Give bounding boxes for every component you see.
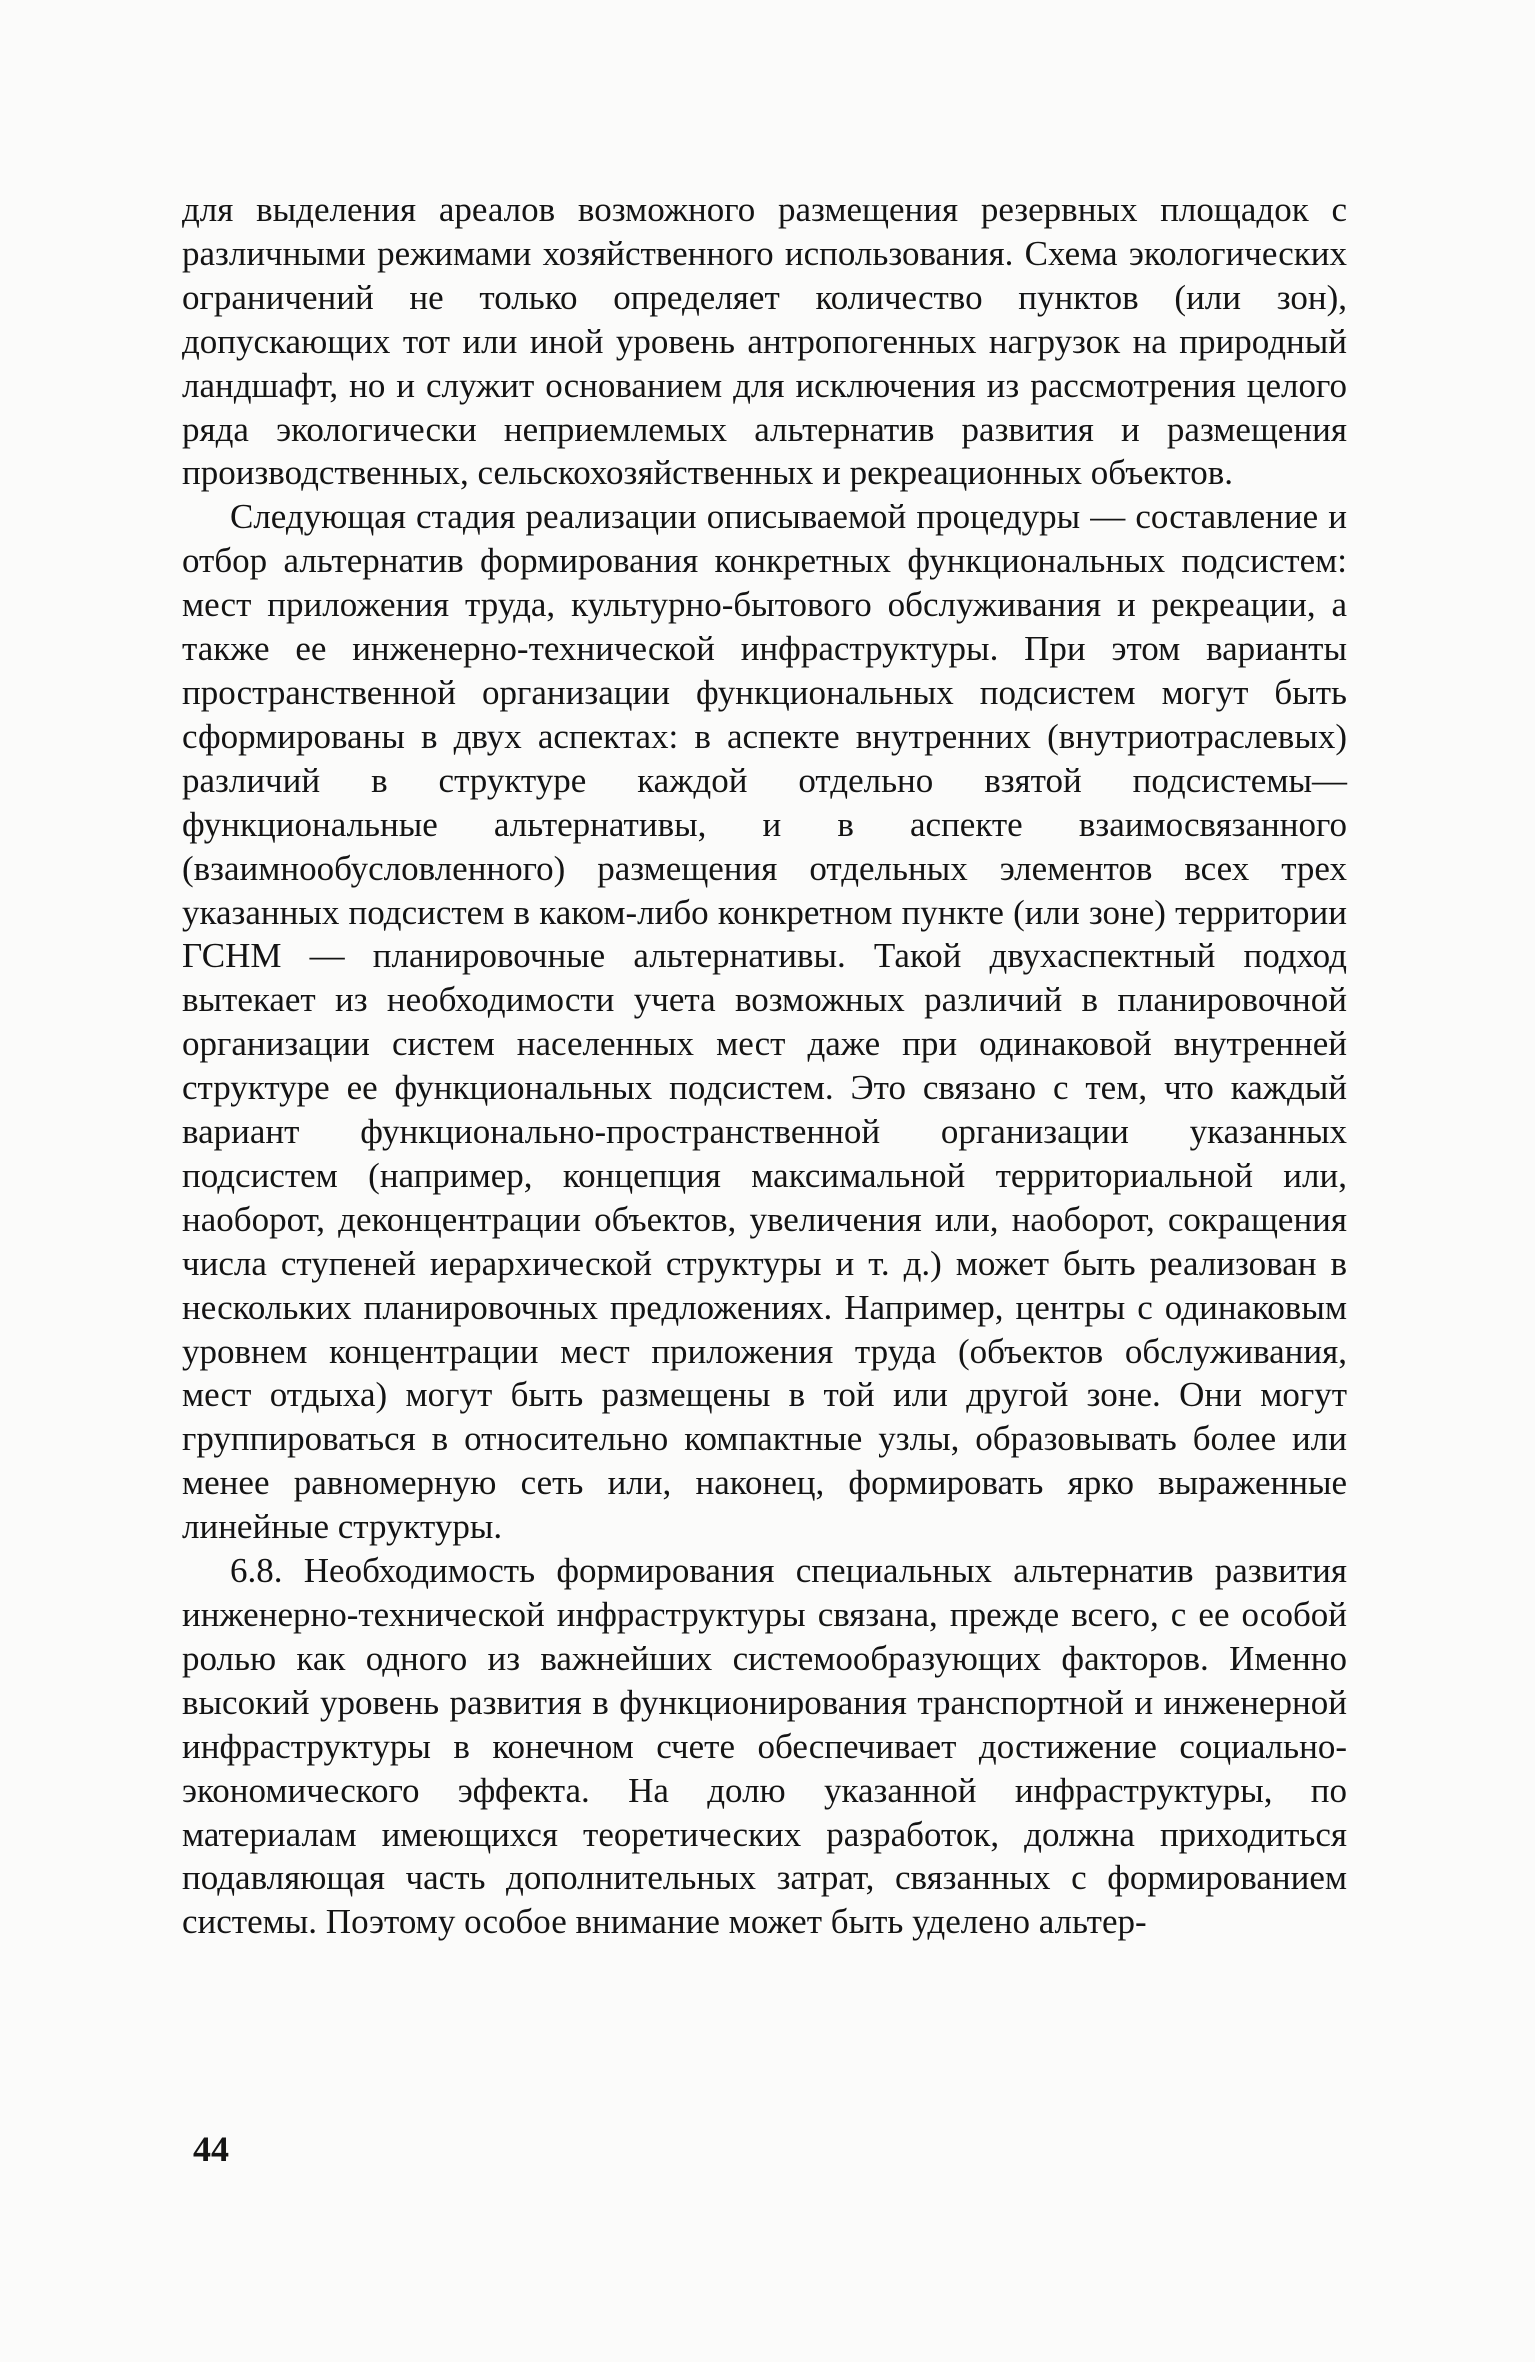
page-number: 44: [193, 2129, 229, 2169]
paragraph-3: 6.8. Необходимость формирования специальных альтернатив развития инженерно-технической инфраструктуры связана, прежде всего, с ее особой ролью как одного из важнейших системообразующих факторов. Именно высокий уровень развития в функционирования транспортной и инженерной инфраструктуры в конечном счете обеспечивает достижение социально-экономического эффекта. На долю указанной инфраструктуры, по материалам имеющихся теоретических разработок, должна приходиться подавляющая часть дополнительных затрат, связанных с формированием системы. Поэтому особое внимание может быть уделено альтер-: [182, 1551, 1347, 1942]
paragraph-2: Следующая стадия реализации описываемой процедуры — составление и отбор альтернатив формирования конкретных функциональных подсистем: мест приложения труда, культурно-бытового обслуживания и рекреации, а также ее инженерно-технической инфраструктуры. При этом варианты пространственной организации функциональных подсистем могут быть сформированы в двух аспектах: в аспекте внутренних (внутриотраслевых) различий в структуре каждой отдельно взятой подсистемы—функциональные альтернативы, и в аспекте взаимосвязанного (взаимнообусловленного) размещения отдельных элементов всех трех указанных подсистем в каком-либо конкретном пункте (или зоне) территории ГСНМ — планировочные альтернативы. Такой двухаспектный подход вытекает из необходимости учета возможных различий в планировочной организации систем населенных мест даже при одинаковой внутренней структуре ее функциональных подсистем. Это связано с тем, что каждый вариант функционально-пространственной организации указанных подсистем (например, концепция максимальной территориальной или, наоборот, деконцентрации объектов, увеличения или, наоборот, сокращения числа ступеней иерархической структуры и т. д.) может быть реализован в нескольких планировочных предложениях. Например, центры с одинаковым уровнем концентрации мест приложения труда (объектов обслуживания, мест отдыха) могут быть размещены в той или другой зоне. Они могут группироваться в относительно компактные узлы, образовывать более или менее равномерную сеть или, наконец, формировать ярко выраженные линейные структуры.: [182, 497, 1347, 1547]
paragraph-1: для выделения ареалов возможного размещения резервных площадок с различными режимами хозяйственного использования. Схема экологических ограничений не только определяет количество пунктов (или зон), допускающих тот или иной уровень антропогенных нагрузок на природный ландшафт, но и служит основанием для исключения из рассмотрения целого ряда экологически неприемлемых альтернатив развития и размещения производственных, сельскохозяйственных и рекреационных объектов.: [182, 190, 1347, 493]
body-text: [182, 188, 1347, 1944]
